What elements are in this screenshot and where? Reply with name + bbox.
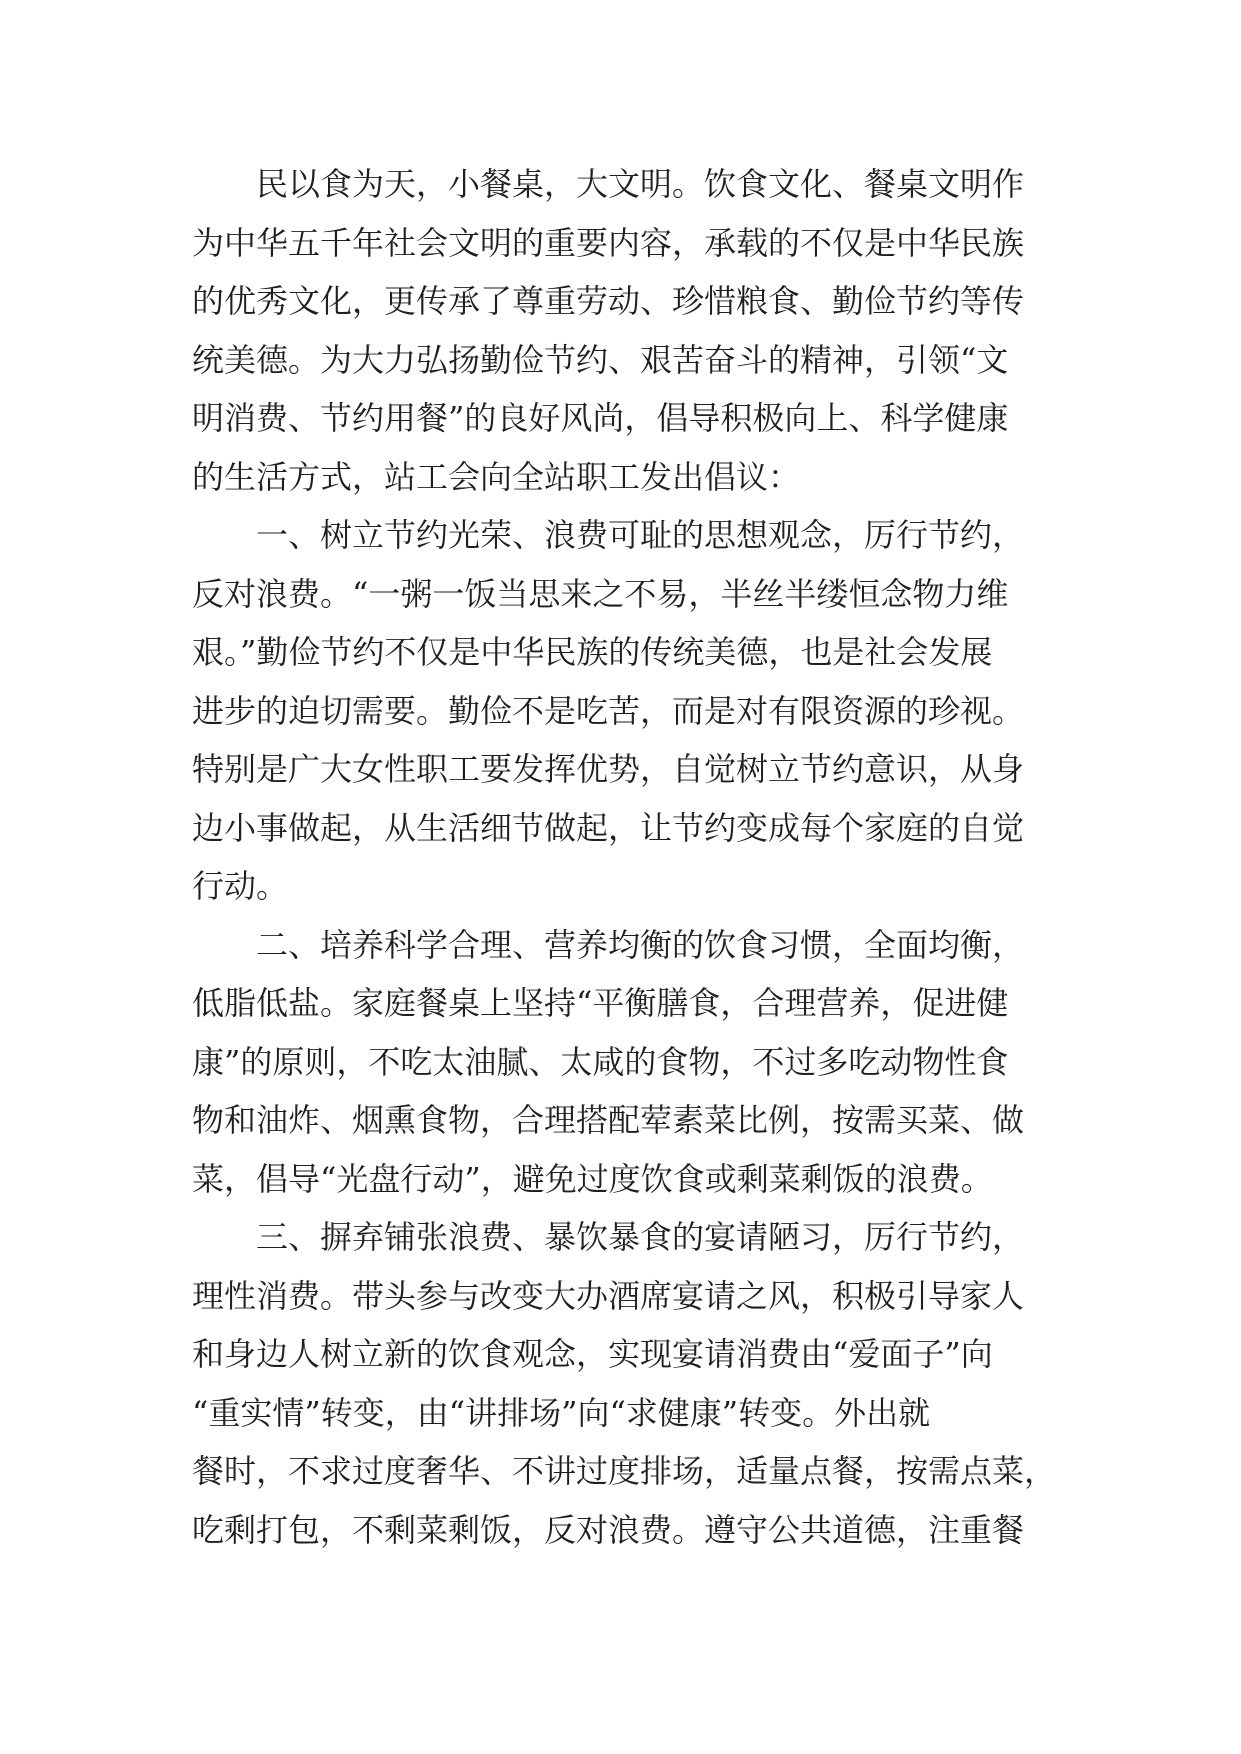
text-line: 菜，倡导“光盘行动”，避免过度饮食或剩菜剩饭的浪费。 <box>192 1159 993 1198</box>
text-line: 明消费、节约用餐”的良好风尚，倡导积极向上、科学健康 <box>192 399 1009 437</box>
text-line: 艰。”勤俭节约不仅是中华民族的传统美德，也是社会发展 <box>192 633 993 671</box>
text-line: 一、树立节约光荣、浪费可耻的思想观念，厉行节约， <box>256 516 1025 554</box>
text-line: 边小事做起，从生活细节做起，让节约变成每个家庭的自觉 <box>192 808 1025 847</box>
text-line: 进步的迫切需要。勤俭不是吃苦，而是对有限资源的珍视。 <box>192 691 1025 730</box>
text-line: 低脂低盐。家庭餐桌上坚持“平衡膳食，合理营养，促进健 <box>192 984 1009 1022</box>
text-line: 为中华五千年社会文明的重要内容，承载的不仅是中华民族 <box>192 223 1025 262</box>
text-line: 康”的原则，不吃太油腻、太咸的食物，不过多吃动物性食 <box>192 1042 1009 1081</box>
text-line: 理性消费。带头参与改变大办酒席宴请之风，积极引导家人 <box>192 1276 1025 1315</box>
text-line: 吃剩打包，不剩菜剩饭，反对浪费。遵守公共道德，注重餐 <box>192 1510 1025 1549</box>
text-line: 三、摒弃铺张浪费、暴饮暴食的宴请陋习，厉行节约， <box>256 1218 1025 1256</box>
text-line: 统美德。为大力弘扬勤俭节约、艰苦奋斗的精神，引领“文 <box>192 340 1009 379</box>
text-line: 物和油炸、烟熏食物，合理搭配荤素菜比例，按需买菜、做 <box>192 1101 1025 1139</box>
text-line: 民以食为天，小餐桌，大文明。饮食文化、餐桌文明作 <box>256 165 1025 203</box>
text-line: “重实情”转变，由“讲排场”向“求健康”转变。外出就 <box>192 1393 931 1432</box>
text-line: 特别是广大女性职工要发挥优势，自觉树立节约意识，从身 <box>192 750 1025 788</box>
body-text <box>192 155 1072 1559</box>
text-line: 二、培养科学合理、营养均衡的饮食习惯，全面均衡， <box>256 925 1025 964</box>
text-line: 和身边人树立新的饮食观念，实现宴请消费由“爱面子”向 <box>192 1335 993 1373</box>
text-line: 反对浪费。“一粥一饭当思来之不易，半丝半缕恒念物力维 <box>192 574 1009 613</box>
text-line: 的生活方式，站工会向全站职工发出倡议： <box>192 457 801 496</box>
text-line: 的优秀文化，更传承了尊重劳动、珍惜粮食、勤俭节约等传 <box>192 282 1025 320</box>
text-line: 餐时，不求过度奢华、不讲过度排场，适量点餐，按需点菜， <box>192 1452 1057 1490</box>
text-line: 行动。 <box>192 867 289 905</box>
